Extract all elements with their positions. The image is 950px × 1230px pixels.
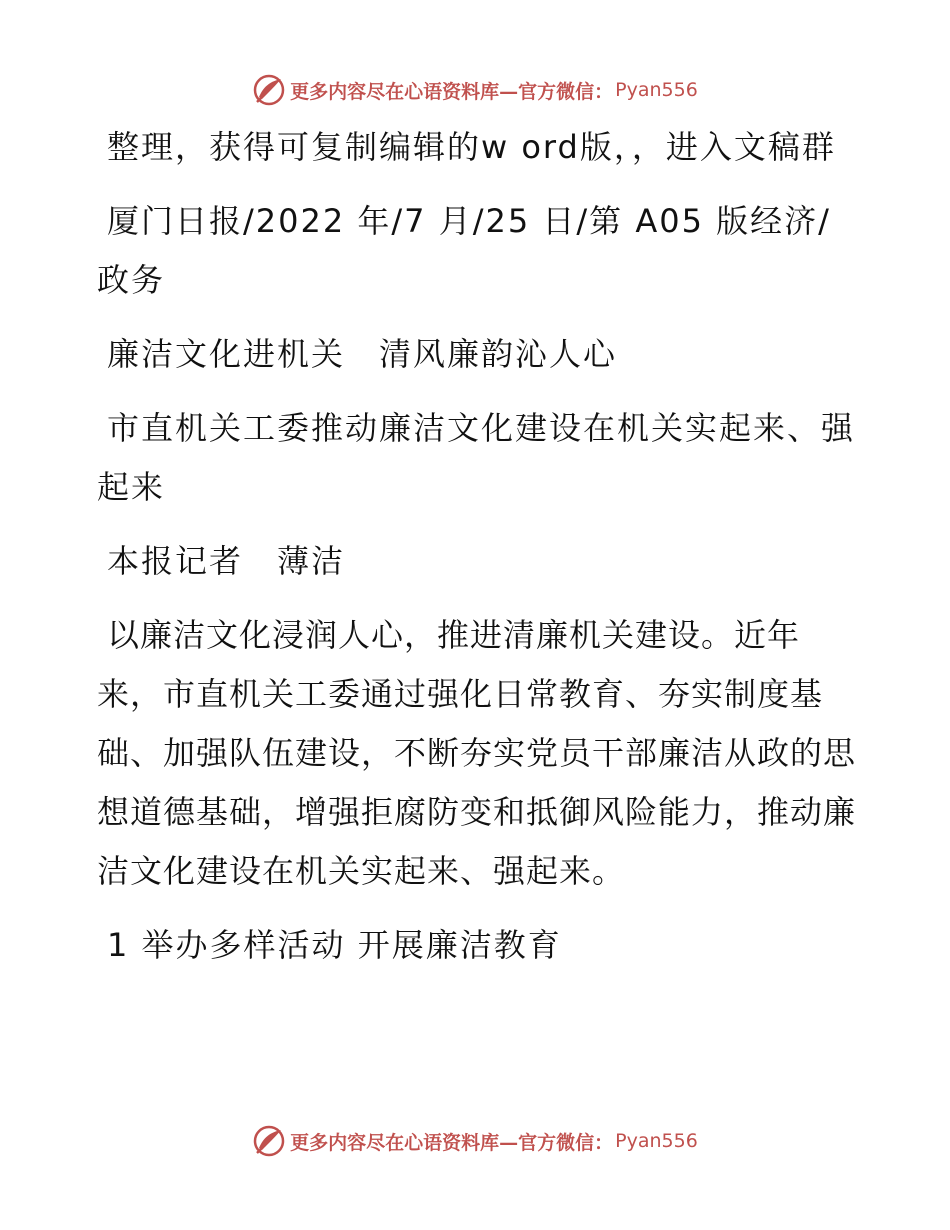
paragraph-section-heading: 1 举办多样活动 开展廉洁教育 (107, 926, 562, 964)
paragraph-subheadline: 市直机关工委推动廉洁文化建设在机关实起来、强起来 (97, 409, 856, 506)
paragraph-headline: 廉洁文化进机关 清风廉韵沁人心 (107, 335, 618, 373)
watermark-handle: Pyan556 (615, 79, 698, 101)
paragraph-source: 厦门日报/2022 年/7 月/25 日/第 A05 版经济/政务 (97, 202, 831, 299)
paragraph-byline: 本报记者 薄洁 (107, 542, 346, 580)
footer-watermark (0, 1121, 950, 1161)
pen-logo-icon (252, 73, 286, 107)
watermark-text: 更多内容尽在心语资料库—官方微信： (290, 1131, 614, 1154)
header-watermark (0, 70, 950, 110)
pen-logo-icon (252, 1124, 286, 1158)
paragraph-intro: 整理，获得可复制编辑的w ord版，，进入文稿群 (107, 128, 836, 166)
watermark-text: 更多内容尽在心语资料库—官方微信： (290, 80, 614, 103)
watermark-handle: Pyan556 (615, 1130, 698, 1152)
paragraph-body: 以廉洁文化浸润人心，推进清廉机关建设。近年来，市直机关工委通过强化日常教育、夯实制度基础、加强队伍建设，不断夯实党员干部廉洁从政的思想道德基础，增强拒腐防变和抵御风险能力，推动廉洁文化建设在机关实起来、强起来。 (97, 616, 857, 890)
document-body (97, 118, 857, 990)
